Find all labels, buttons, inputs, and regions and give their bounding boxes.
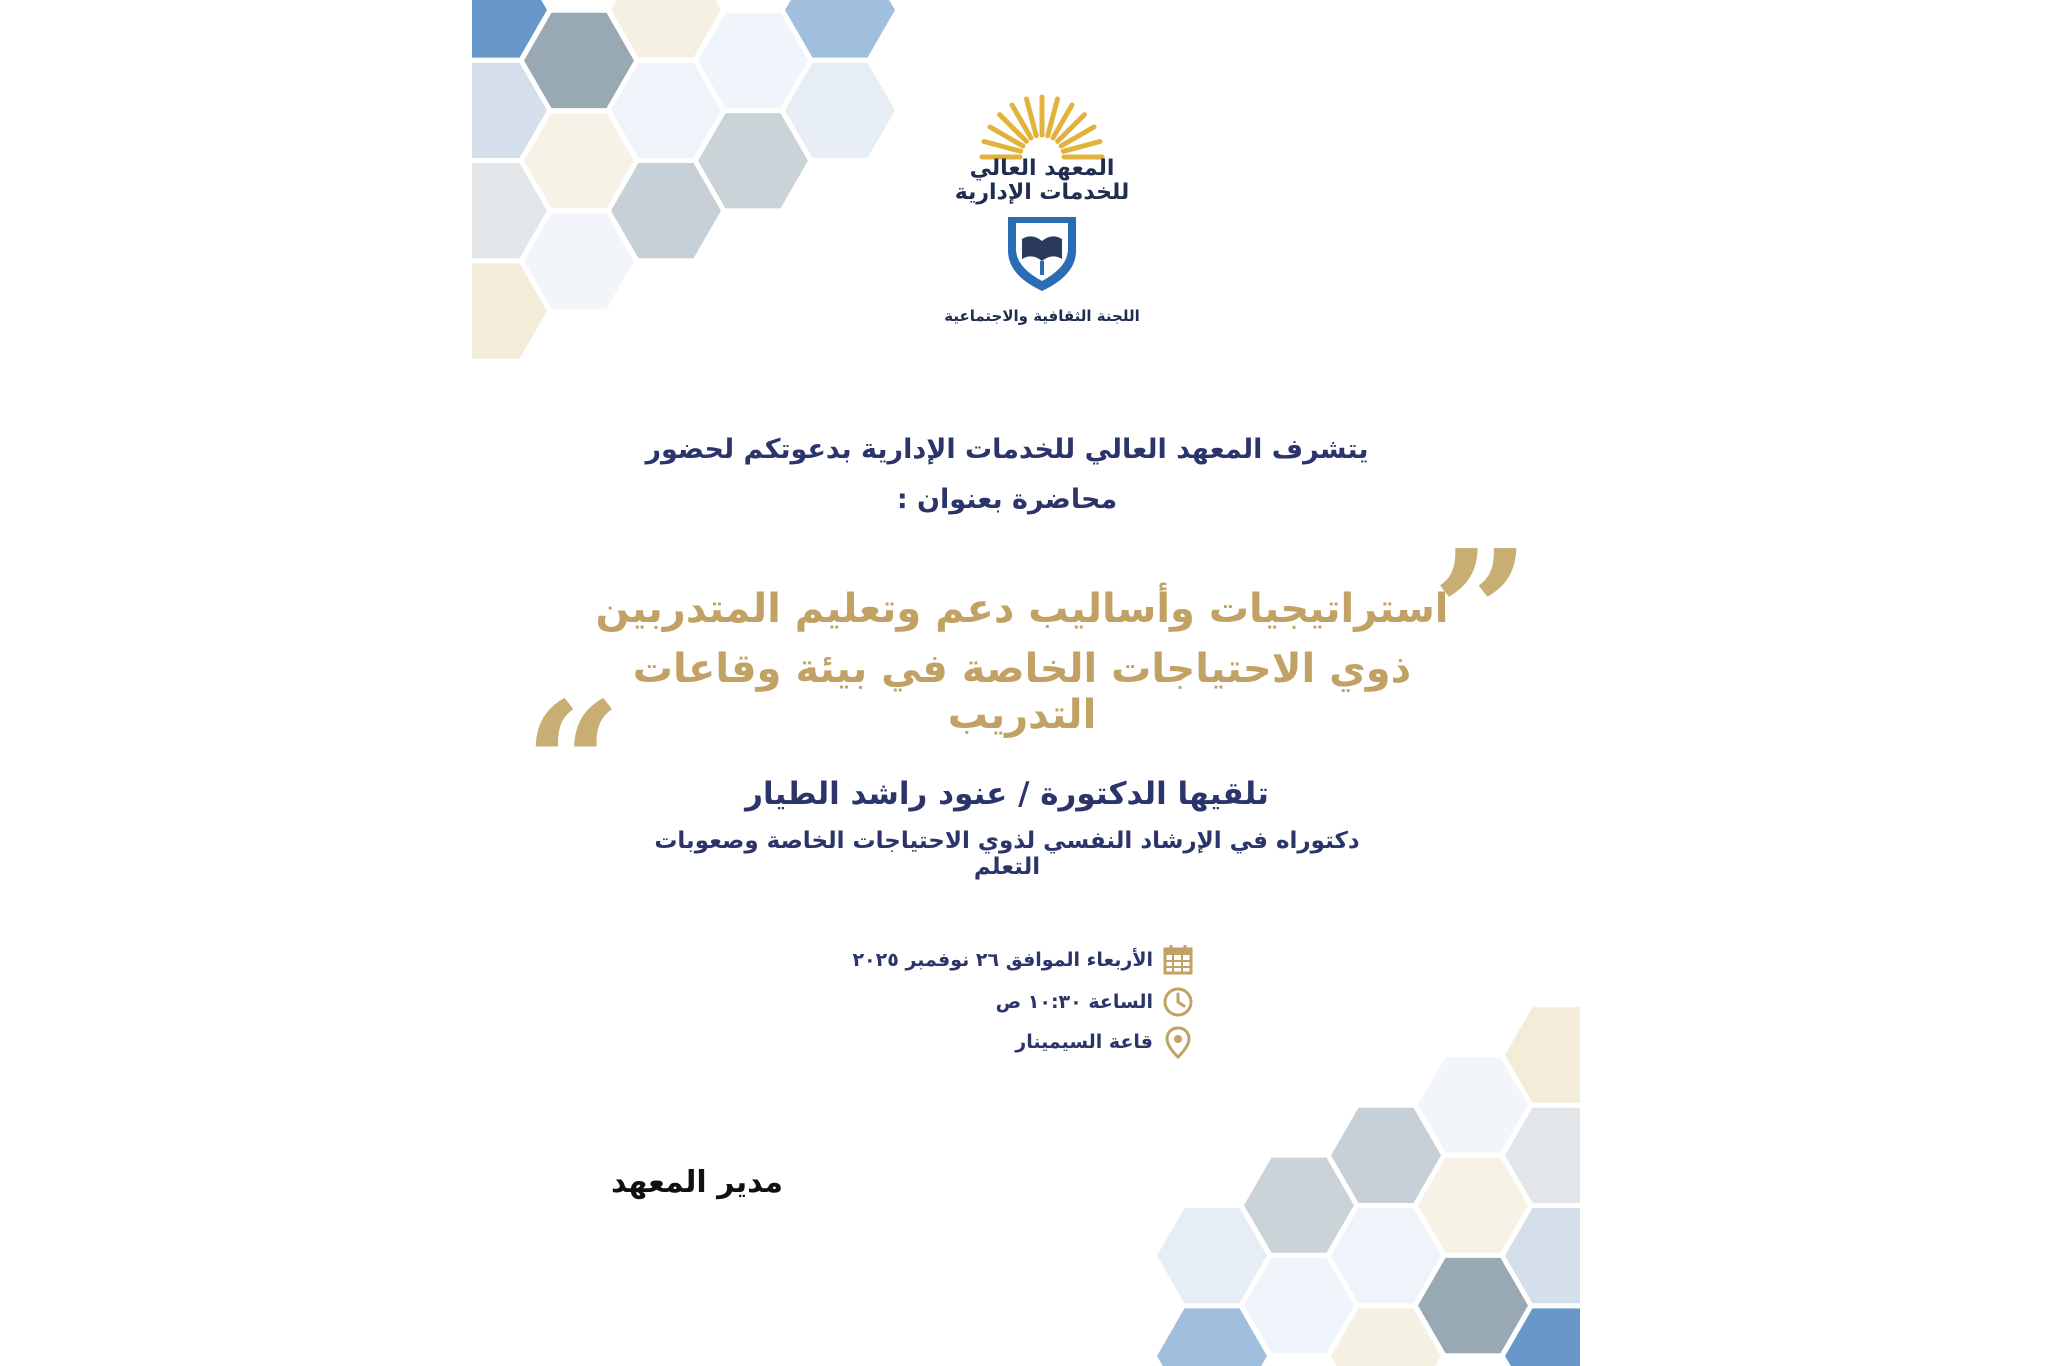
event-location-text: قاعة السيمينار [1015,1031,1153,1053]
lecture-title-line-1: استراتيجيات وأساليب دعم وتعليم المتدربين [595,586,1449,632]
event-time-text: الساعة ١٠:٣٠ ص [995,991,1153,1013]
decorative-hexagon [611,63,721,158]
decorative-hexagon [524,214,634,309]
decorative-hexagon [524,113,634,208]
sunburst-icon [922,85,1162,165]
decorative-hexagon [1244,1258,1354,1353]
decorative-hexagon [1157,1308,1267,1366]
lecture-title-line-2: ذوي الاحتياجات الخاصة في بيئة وقاعات التدريب [632,646,1412,738]
location-pin-icon [1161,1025,1195,1059]
intro-line-1: يتشرف المعهد العالي للخدمات الإدارية بدعوتكم لحضور [645,434,1369,465]
intro-line-2: محاضرة بعنوان : [896,484,1118,515]
closing-quote-mark: “ [524,665,622,865]
logo-name-line1: المعهد العالي [969,156,1115,181]
decorative-hexagon [1418,1258,1528,1353]
decorative-hexagon [524,13,634,108]
decorative-hexagon [1331,1308,1441,1366]
director-signature: مدير المعهد [610,1165,783,1200]
speaker-credential: دكتوراه في الإرشاد النفسي لذوي الاحتياجات الخاصة وصعوبات التعلم [654,828,1360,880]
logo-name-line2: للخدمات الإدارية [954,180,1130,205]
decorative-hexagon [611,163,721,258]
speaker-name: تلقيها الدكتورة / عنود راشد الطيار [745,776,1269,812]
clock-icon [1161,985,1195,1019]
decorative-hexagon [1418,1158,1528,1253]
decorative-hexagon [1418,1057,1528,1152]
logo-name [922,157,1162,205]
decorative-hexagon [1157,1208,1267,1303]
decorative-hexagon [1244,1158,1354,1253]
event-time [996,984,1195,1020]
decorative-hexagon [785,63,895,158]
decorative-hexagon [785,0,895,58]
event-location [1015,1024,1195,1060]
committee-name: اللجنة الثقافية والاجتماعية [944,307,1140,325]
decorative-hexagon [1331,1208,1441,1303]
top-hexagon-pattern [472,0,932,370]
institute-logo [922,85,1162,335]
decorative-hexagon [611,0,721,58]
calendar-icon [1161,943,1195,977]
opening-quote-mark: ” [1432,513,1530,713]
decorative-hexagon [698,113,808,208]
invitation-poster [472,0,1580,1366]
event-date [852,942,1195,978]
book-shield-icon [1002,213,1082,293]
decorative-hexagon [698,13,808,108]
event-date-text: الأربعاء الموافق ٢٦ نوفمبر ٢٠٢٥ [852,949,1153,971]
decorative-hexagon [1331,1108,1441,1203]
